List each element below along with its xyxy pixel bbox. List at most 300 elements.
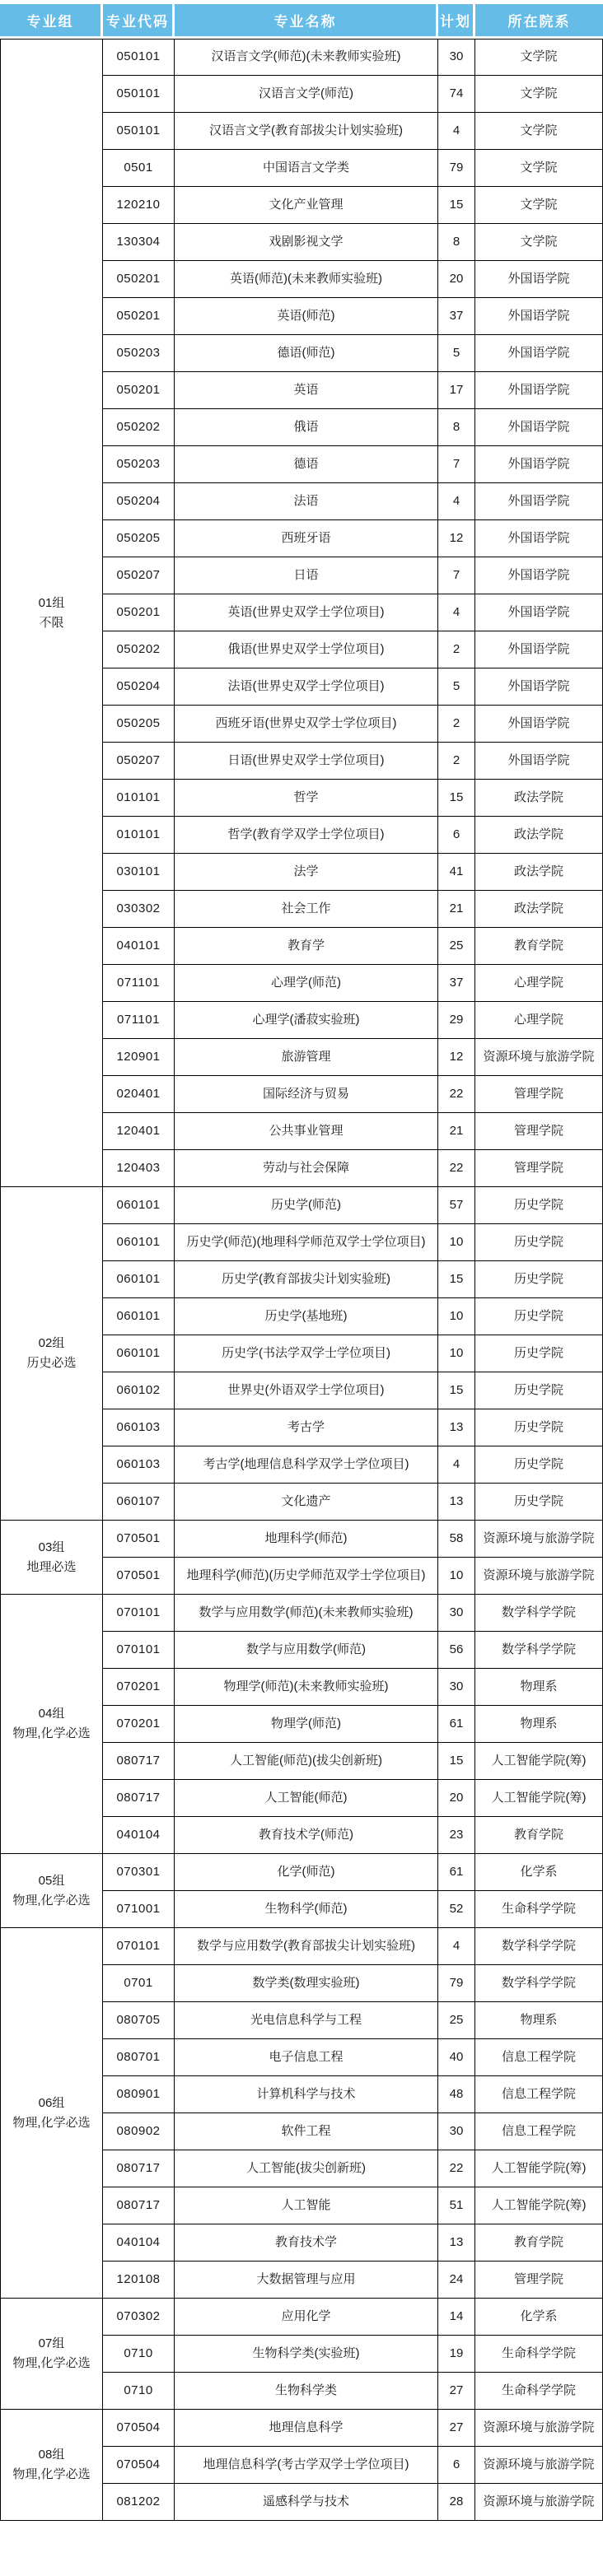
department-cell: 化学系 bbox=[475, 2299, 603, 2336]
plan-count-cell: 25 bbox=[438, 2002, 475, 2039]
plan-count-cell: 5 bbox=[438, 668, 475, 706]
plan-count-cell: 61 bbox=[438, 1854, 475, 1891]
group-requirement: 地理必选 bbox=[26, 1559, 77, 1574]
plan-count-cell: 15 bbox=[438, 1261, 475, 1298]
major-name-cell: 光电信息科学与工程 bbox=[175, 2002, 438, 2039]
major-name-cell: 人工智能(拔尖创新班) bbox=[175, 2150, 438, 2187]
department-cell: 人工智能学院(筹) bbox=[475, 1780, 603, 1817]
major-code-cell: 050204 bbox=[103, 483, 175, 520]
department-cell: 外国语学院 bbox=[475, 520, 603, 557]
major-name-cell: 人工智能(师范) bbox=[175, 1780, 438, 1817]
department-cell: 数学科学学院 bbox=[475, 1632, 603, 1669]
plan-count-cell: 58 bbox=[438, 1521, 475, 1558]
department-cell: 历史学院 bbox=[475, 1261, 603, 1298]
group-label: 02组 bbox=[38, 1336, 65, 1350]
major-name-cell: 法语 bbox=[175, 483, 438, 520]
major-code-cell: 050201 bbox=[103, 298, 175, 335]
department-cell: 信息工程学院 bbox=[475, 2076, 603, 2113]
group-label: 05组 bbox=[38, 1873, 65, 1888]
department-cell: 资源环境与旅游学院 bbox=[475, 2484, 603, 2521]
plan-count-cell: 74 bbox=[438, 76, 475, 113]
major-name-cell: 生物科学(师范) bbox=[175, 1891, 438, 1928]
table-row bbox=[0, 1187, 603, 1224]
major-code-cell: 060103 bbox=[103, 1446, 175, 1484]
plan-count-cell: 56 bbox=[438, 1632, 475, 1669]
plan-count-cell: 4 bbox=[438, 594, 475, 631]
major-name-cell: 人工智能(师范)(拔尖创新班) bbox=[175, 1743, 438, 1780]
major-code-cell: 050101 bbox=[103, 76, 175, 113]
major-name-cell: 汉语言文学(教育部拔尖计划实验班) bbox=[175, 113, 438, 150]
major-code-cell: 071001 bbox=[103, 1891, 175, 1928]
plan-count-cell: 7 bbox=[438, 557, 475, 594]
department-cell: 资源环境与旅游学院 bbox=[475, 1558, 603, 1595]
major-code-cell: 050202 bbox=[103, 631, 175, 668]
department-cell: 教育学院 bbox=[475, 1817, 603, 1854]
plan-count-cell: 79 bbox=[438, 1965, 475, 2002]
major-code-cell: 0501 bbox=[103, 150, 175, 187]
department-cell: 资源环境与旅游学院 bbox=[475, 1039, 603, 1076]
department-cell: 人工智能学院(筹) bbox=[475, 1743, 603, 1780]
major-code-cell: 060103 bbox=[103, 1409, 175, 1446]
plan-count-cell: 12 bbox=[438, 520, 475, 557]
plan-count-cell: 7 bbox=[438, 446, 475, 483]
major-code-cell: 070302 bbox=[103, 2299, 175, 2336]
plan-count-cell: 25 bbox=[438, 928, 475, 965]
major-name-cell: 德语 bbox=[175, 446, 438, 483]
major-name-cell: 法语(世界史双学士学位项目) bbox=[175, 668, 438, 706]
major-code-cell: 010101 bbox=[103, 817, 175, 854]
major-code-cell: 081202 bbox=[103, 2484, 175, 2521]
group-cell bbox=[0, 1521, 103, 1595]
column-header-name: 专业名称 bbox=[175, 0, 438, 39]
major-code-cell: 050201 bbox=[103, 594, 175, 631]
plan-count-cell: 2 bbox=[438, 743, 475, 780]
department-cell: 外国语学院 bbox=[475, 335, 603, 372]
plan-count-cell: 22 bbox=[438, 1076, 475, 1113]
major-name-cell: 教育技术学 bbox=[175, 2224, 438, 2262]
major-code-cell: 060101 bbox=[103, 1261, 175, 1298]
table-row bbox=[0, 2299, 603, 2336]
group-cell bbox=[0, 1187, 103, 1521]
group-cell bbox=[0, 1928, 103, 2299]
major-name-cell: 人工智能 bbox=[175, 2187, 438, 2224]
major-name-cell: 数学类(数理实验班) bbox=[175, 1965, 438, 2002]
major-name-cell: 数学与应用数学(师范)(未来教师实验班) bbox=[175, 1595, 438, 1632]
department-cell: 心理学院 bbox=[475, 965, 603, 1002]
major-name-cell: 俄语 bbox=[175, 409, 438, 446]
major-name-cell: 文化遗产 bbox=[175, 1484, 438, 1521]
department-cell: 物理系 bbox=[475, 2002, 603, 2039]
plan-count-cell: 27 bbox=[438, 2410, 475, 2447]
major-code-cell: 010101 bbox=[103, 780, 175, 817]
major-code-cell: 120210 bbox=[103, 187, 175, 224]
column-header-plan: 计划 bbox=[438, 0, 475, 39]
plan-count-cell: 57 bbox=[438, 1187, 475, 1224]
department-cell: 外国语学院 bbox=[475, 557, 603, 594]
department-cell: 物理系 bbox=[475, 1669, 603, 1706]
major-name-cell: 西班牙语(世界史双学士学位项目) bbox=[175, 706, 438, 743]
major-name-cell: 地理科学(师范)(历史学师范双学士学位项目) bbox=[175, 1558, 438, 1595]
major-code-cell: 050205 bbox=[103, 706, 175, 743]
department-cell: 政法学院 bbox=[475, 891, 603, 928]
major-name-cell: 地理科学(师范) bbox=[175, 1521, 438, 1558]
plan-count-cell: 23 bbox=[438, 1817, 475, 1854]
department-cell: 管理学院 bbox=[475, 1076, 603, 1113]
major-name-cell: 教育学 bbox=[175, 928, 438, 965]
major-name-cell: 生物科学类 bbox=[175, 2373, 438, 2410]
department-cell: 外国语学院 bbox=[475, 706, 603, 743]
department-cell: 文学院 bbox=[475, 224, 603, 261]
plan-count-cell: 4 bbox=[438, 1928, 475, 1965]
major-code-cell: 050204 bbox=[103, 668, 175, 706]
major-code-cell: 080717 bbox=[103, 2150, 175, 2187]
table-row bbox=[0, 1521, 603, 1558]
plan-count-cell: 10 bbox=[438, 1298, 475, 1335]
major-code-cell: 050207 bbox=[103, 557, 175, 594]
major-code-cell: 080717 bbox=[103, 1780, 175, 1817]
plan-count-cell: 30 bbox=[438, 1669, 475, 1706]
major-name-cell: 戏剧影视文学 bbox=[175, 224, 438, 261]
major-name-cell: 哲学 bbox=[175, 780, 438, 817]
group-cell bbox=[0, 1595, 103, 1854]
major-name-cell: 数学与应用数学(教育部拔尖计划实验班) bbox=[175, 1928, 438, 1965]
major-name-cell: 软件工程 bbox=[175, 2113, 438, 2150]
plan-count-cell: 51 bbox=[438, 2187, 475, 2224]
plan-count-cell: 20 bbox=[438, 261, 475, 298]
major-code-cell: 0701 bbox=[103, 1965, 175, 2002]
plan-count-cell: 40 bbox=[438, 2039, 475, 2076]
major-name-cell: 应用化学 bbox=[175, 2299, 438, 2336]
major-code-cell: 130304 bbox=[103, 224, 175, 261]
department-cell: 人工智能学院(筹) bbox=[475, 2187, 603, 2224]
major-code-cell: 070501 bbox=[103, 1521, 175, 1558]
major-code-cell: 120403 bbox=[103, 1150, 175, 1187]
department-cell: 外国语学院 bbox=[475, 483, 603, 520]
major-name-cell: 数学与应用数学(师范) bbox=[175, 1632, 438, 1669]
group-requirement: 物理,化学必选 bbox=[12, 2115, 91, 2130]
plan-count-cell: 52 bbox=[438, 1891, 475, 1928]
department-cell: 教育学院 bbox=[475, 2224, 603, 2262]
department-cell: 政法学院 bbox=[475, 854, 603, 891]
department-cell: 外国语学院 bbox=[475, 298, 603, 335]
major-code-cell: 050201 bbox=[103, 372, 175, 409]
plan-count-cell: 30 bbox=[438, 1595, 475, 1632]
plan-count-cell: 15 bbox=[438, 1372, 475, 1409]
department-cell: 数学科学学院 bbox=[475, 1595, 603, 1632]
plan-count-cell: 22 bbox=[438, 1150, 475, 1187]
major-name-cell: 物理学(师范)(未来教师实验班) bbox=[175, 1669, 438, 1706]
major-code-cell: 060101 bbox=[103, 1335, 175, 1372]
major-name-cell: 世界史(外语双学士学位项目) bbox=[175, 1372, 438, 1409]
department-cell: 历史学院 bbox=[475, 1372, 603, 1409]
department-cell: 管理学院 bbox=[475, 1150, 603, 1187]
major-code-cell: 071101 bbox=[103, 965, 175, 1002]
department-cell: 外国语学院 bbox=[475, 409, 603, 446]
plan-count-cell: 2 bbox=[438, 706, 475, 743]
department-cell: 外国语学院 bbox=[475, 743, 603, 780]
major-name-cell: 地理信息科学 bbox=[175, 2410, 438, 2447]
major-name-cell: 物理学(师范) bbox=[175, 1706, 438, 1743]
major-name-cell: 心理学(潘菽实验班) bbox=[175, 1002, 438, 1039]
plan-count-cell: 79 bbox=[438, 150, 475, 187]
plan-count-cell: 13 bbox=[438, 2224, 475, 2262]
department-cell: 人工智能学院(筹) bbox=[475, 2150, 603, 2187]
major-name-cell: 大数据管理与应用 bbox=[175, 2262, 438, 2299]
department-cell: 外国语学院 bbox=[475, 261, 603, 298]
major-name-cell: 历史学(师范) bbox=[175, 1187, 438, 1224]
table-row bbox=[0, 1928, 603, 1965]
plan-count-cell: 61 bbox=[438, 1706, 475, 1743]
department-cell: 外国语学院 bbox=[475, 446, 603, 483]
plan-count-cell: 19 bbox=[438, 2336, 475, 2373]
major-name-cell: 中国语言文学类 bbox=[175, 150, 438, 187]
major-name-cell: 电子信息工程 bbox=[175, 2039, 438, 2076]
major-name-cell: 汉语言文学(师范)(未来教师实验班) bbox=[175, 39, 438, 76]
plan-count-cell: 13 bbox=[438, 1484, 475, 1521]
major-name-cell: 心理学(师范) bbox=[175, 965, 438, 1002]
department-cell: 历史学院 bbox=[475, 1224, 603, 1261]
plan-count-cell: 24 bbox=[438, 2262, 475, 2299]
major-name-cell: 考古学(地理信息科学双学士学位项目) bbox=[175, 1446, 438, 1484]
table-row bbox=[0, 39, 603, 76]
major-code-cell: 040101 bbox=[103, 928, 175, 965]
plan-count-cell: 37 bbox=[438, 298, 475, 335]
plan-count-cell: 15 bbox=[438, 187, 475, 224]
major-name-cell: 遥感科学与技术 bbox=[175, 2484, 438, 2521]
major-code-cell: 120901 bbox=[103, 1039, 175, 1076]
major-code-cell: 050205 bbox=[103, 520, 175, 557]
plan-count-cell: 20 bbox=[438, 1780, 475, 1817]
major-code-cell: 120108 bbox=[103, 2262, 175, 2299]
table-body bbox=[0, 39, 603, 2521]
major-name-cell: 英语(师范) bbox=[175, 298, 438, 335]
plan-count-cell: 4 bbox=[438, 1446, 475, 1484]
department-cell: 文学院 bbox=[475, 113, 603, 150]
plan-count-cell: 12 bbox=[438, 1039, 475, 1076]
major-code-cell: 050101 bbox=[103, 113, 175, 150]
department-cell: 外国语学院 bbox=[475, 631, 603, 668]
major-code-cell: 060102 bbox=[103, 1372, 175, 1409]
major-code-cell: 0710 bbox=[103, 2373, 175, 2410]
major-name-cell: 哲学(教育学双学士学位项目) bbox=[175, 817, 438, 854]
major-code-cell: 050202 bbox=[103, 409, 175, 446]
major-name-cell: 汉语言文学(师范) bbox=[175, 76, 438, 113]
major-name-cell: 旅游管理 bbox=[175, 1039, 438, 1076]
major-code-cell: 030101 bbox=[103, 854, 175, 891]
major-name-cell: 历史学(师范)(地理科学师范双学士学位项目) bbox=[175, 1224, 438, 1261]
major-name-cell: 历史学(基地班) bbox=[175, 1298, 438, 1335]
group-label: 07组 bbox=[38, 2336, 65, 2350]
plan-count-cell: 10 bbox=[438, 1224, 475, 1261]
department-cell: 数学科学学院 bbox=[475, 1928, 603, 1965]
column-header-group: 专业组 bbox=[0, 0, 103, 39]
department-cell: 生命科学学院 bbox=[475, 2336, 603, 2373]
major-name-cell: 日语(世界史双学士学位项目) bbox=[175, 743, 438, 780]
group-requirement: 物理,化学必选 bbox=[12, 1726, 91, 1740]
major-code-cell: 050203 bbox=[103, 446, 175, 483]
column-header-dept: 所在院系 bbox=[475, 0, 603, 39]
department-cell: 信息工程学院 bbox=[475, 2113, 603, 2150]
major-code-cell: 071101 bbox=[103, 1002, 175, 1039]
group-cell bbox=[0, 1854, 103, 1928]
department-cell: 历史学院 bbox=[475, 1298, 603, 1335]
plan-count-cell: 48 bbox=[438, 2076, 475, 2113]
major-code-cell: 020401 bbox=[103, 1076, 175, 1113]
group-label: 06组 bbox=[38, 2095, 65, 2110]
plan-count-cell: 5 bbox=[438, 335, 475, 372]
department-cell: 管理学院 bbox=[475, 1113, 603, 1150]
major-name-cell: 考古学 bbox=[175, 1409, 438, 1446]
plan-count-cell: 4 bbox=[438, 113, 475, 150]
department-cell: 生命科学学院 bbox=[475, 2373, 603, 2410]
column-header-code: 专业代码 bbox=[103, 0, 175, 39]
group-requirement: 物理,化学必选 bbox=[12, 2356, 91, 2370]
major-name-cell: 计算机科学与技术 bbox=[175, 2076, 438, 2113]
department-cell: 资源环境与旅游学院 bbox=[475, 2447, 603, 2484]
plan-count-cell: 27 bbox=[438, 2373, 475, 2410]
group-label: 01组 bbox=[38, 595, 65, 610]
major-code-cell: 080705 bbox=[103, 2002, 175, 2039]
major-name-cell: 英语(世界史双学士学位项目) bbox=[175, 594, 438, 631]
plan-count-cell: 10 bbox=[438, 1335, 475, 1372]
major-code-cell: 070101 bbox=[103, 1928, 175, 1965]
plan-count-cell: 15 bbox=[438, 780, 475, 817]
plan-count-cell: 6 bbox=[438, 2447, 475, 2484]
plan-count-cell: 6 bbox=[438, 817, 475, 854]
major-name-cell: 西班牙语 bbox=[175, 520, 438, 557]
department-cell: 文学院 bbox=[475, 39, 603, 76]
department-cell: 教育学院 bbox=[475, 928, 603, 965]
major-code-cell: 0710 bbox=[103, 2336, 175, 2373]
plan-count-cell: 2 bbox=[438, 631, 475, 668]
plan-count-cell: 28 bbox=[438, 2484, 475, 2521]
major-code-cell: 060107 bbox=[103, 1484, 175, 1521]
department-cell: 政法学院 bbox=[475, 780, 603, 817]
group-requirement: 物理,化学必选 bbox=[12, 1893, 91, 1908]
header-row bbox=[0, 0, 603, 39]
major-name-cell: 地理信息科学(考古学双学士学位项目) bbox=[175, 2447, 438, 2484]
major-name-cell: 德语(师范) bbox=[175, 335, 438, 372]
department-cell: 外国语学院 bbox=[475, 668, 603, 706]
plan-count-cell: 29 bbox=[438, 1002, 475, 1039]
plan-count-cell: 8 bbox=[438, 224, 475, 261]
major-code-cell: 070501 bbox=[103, 1558, 175, 1595]
major-name-cell: 公共事业管理 bbox=[175, 1113, 438, 1150]
major-name-cell: 社会工作 bbox=[175, 891, 438, 928]
major-name-cell: 历史学(教育部拔尖计划实验班) bbox=[175, 1261, 438, 1298]
major-code-cell: 080902 bbox=[103, 2113, 175, 2150]
major-code-cell: 050101 bbox=[103, 39, 175, 76]
plan-count-cell: 14 bbox=[438, 2299, 475, 2336]
major-code-cell: 070201 bbox=[103, 1706, 175, 1743]
department-cell: 化学系 bbox=[475, 1854, 603, 1891]
major-code-cell: 040104 bbox=[103, 2224, 175, 2262]
major-name-cell: 俄语(世界史双学士学位项目) bbox=[175, 631, 438, 668]
plan-count-cell: 22 bbox=[438, 2150, 475, 2187]
group-cell bbox=[0, 2299, 103, 2410]
plan-count-cell: 30 bbox=[438, 2113, 475, 2150]
group-cell bbox=[0, 2410, 103, 2521]
department-cell: 物理系 bbox=[475, 1706, 603, 1743]
plan-count-cell: 21 bbox=[438, 891, 475, 928]
department-cell: 数学科学学院 bbox=[475, 1965, 603, 2002]
major-code-cell: 060101 bbox=[103, 1298, 175, 1335]
major-name-cell: 国际经济与贸易 bbox=[175, 1076, 438, 1113]
department-cell: 管理学院 bbox=[475, 2262, 603, 2299]
major-code-cell: 070301 bbox=[103, 1854, 175, 1891]
group-label: 08组 bbox=[38, 2448, 65, 2462]
group-label: 03组 bbox=[38, 1540, 65, 1554]
group-requirement: 不限 bbox=[39, 615, 64, 630]
department-cell: 资源环境与旅游学院 bbox=[475, 2410, 603, 2447]
major-code-cell: 080717 bbox=[103, 1743, 175, 1780]
department-cell: 心理学院 bbox=[475, 1002, 603, 1039]
department-cell: 政法学院 bbox=[475, 817, 603, 854]
major-name-cell: 历史学(书法学双学士学位项目) bbox=[175, 1335, 438, 1372]
department-cell: 历史学院 bbox=[475, 1446, 603, 1484]
group-cell bbox=[0, 39, 103, 1187]
group-requirement: 物理,化学必选 bbox=[12, 2467, 91, 2481]
major-code-cell: 030302 bbox=[103, 891, 175, 928]
major-name-cell: 日语 bbox=[175, 557, 438, 594]
plan-count-cell: 10 bbox=[438, 1558, 475, 1595]
plan-count-cell: 41 bbox=[438, 854, 475, 891]
table-header bbox=[0, 0, 603, 39]
department-cell: 历史学院 bbox=[475, 1484, 603, 1521]
department-cell: 外国语学院 bbox=[475, 594, 603, 631]
department-cell: 历史学院 bbox=[475, 1187, 603, 1224]
table-row bbox=[0, 1595, 603, 1632]
department-cell: 历史学院 bbox=[475, 1335, 603, 1372]
department-cell: 资源环境与旅游学院 bbox=[475, 1521, 603, 1558]
major-code-cell: 080701 bbox=[103, 2039, 175, 2076]
major-name-cell: 劳动与社会保障 bbox=[175, 1150, 438, 1187]
plan-count-cell: 15 bbox=[438, 1743, 475, 1780]
major-code-cell: 070101 bbox=[103, 1632, 175, 1669]
department-cell: 信息工程学院 bbox=[475, 2039, 603, 2076]
major-code-cell: 080717 bbox=[103, 2187, 175, 2224]
major-name-cell: 英语(师范)(未来教师实验班) bbox=[175, 261, 438, 298]
major-code-cell: 120401 bbox=[103, 1113, 175, 1150]
plan-count-cell: 4 bbox=[438, 483, 475, 520]
major-code-cell: 050201 bbox=[103, 261, 175, 298]
plan-count-cell: 37 bbox=[438, 965, 475, 1002]
group-label: 04组 bbox=[38, 1707, 65, 1721]
table-row bbox=[0, 2410, 603, 2447]
major-code-cell: 080901 bbox=[103, 2076, 175, 2113]
department-cell: 文学院 bbox=[475, 187, 603, 224]
major-code-cell: 060101 bbox=[103, 1187, 175, 1224]
major-name-cell: 文化产业管理 bbox=[175, 187, 438, 224]
major-name-cell: 英语 bbox=[175, 372, 438, 409]
department-cell: 文学院 bbox=[475, 76, 603, 113]
major-code-cell: 070504 bbox=[103, 2410, 175, 2447]
major-name-cell: 法学 bbox=[175, 854, 438, 891]
plan-count-cell: 17 bbox=[438, 372, 475, 409]
department-cell: 外国语学院 bbox=[475, 372, 603, 409]
major-code-cell: 050207 bbox=[103, 743, 175, 780]
department-cell: 历史学院 bbox=[475, 1409, 603, 1446]
major-code-cell: 060101 bbox=[103, 1224, 175, 1261]
major-code-cell: 070504 bbox=[103, 2447, 175, 2484]
major-name-cell: 教育技术学(师范) bbox=[175, 1817, 438, 1854]
table-row bbox=[0, 1854, 603, 1891]
plan-count-cell: 30 bbox=[438, 39, 475, 76]
major-code-cell: 070201 bbox=[103, 1669, 175, 1706]
plan-count-cell: 8 bbox=[438, 409, 475, 446]
major-code-cell: 040104 bbox=[103, 1817, 175, 1854]
department-cell: 生命科学学院 bbox=[475, 1891, 603, 1928]
